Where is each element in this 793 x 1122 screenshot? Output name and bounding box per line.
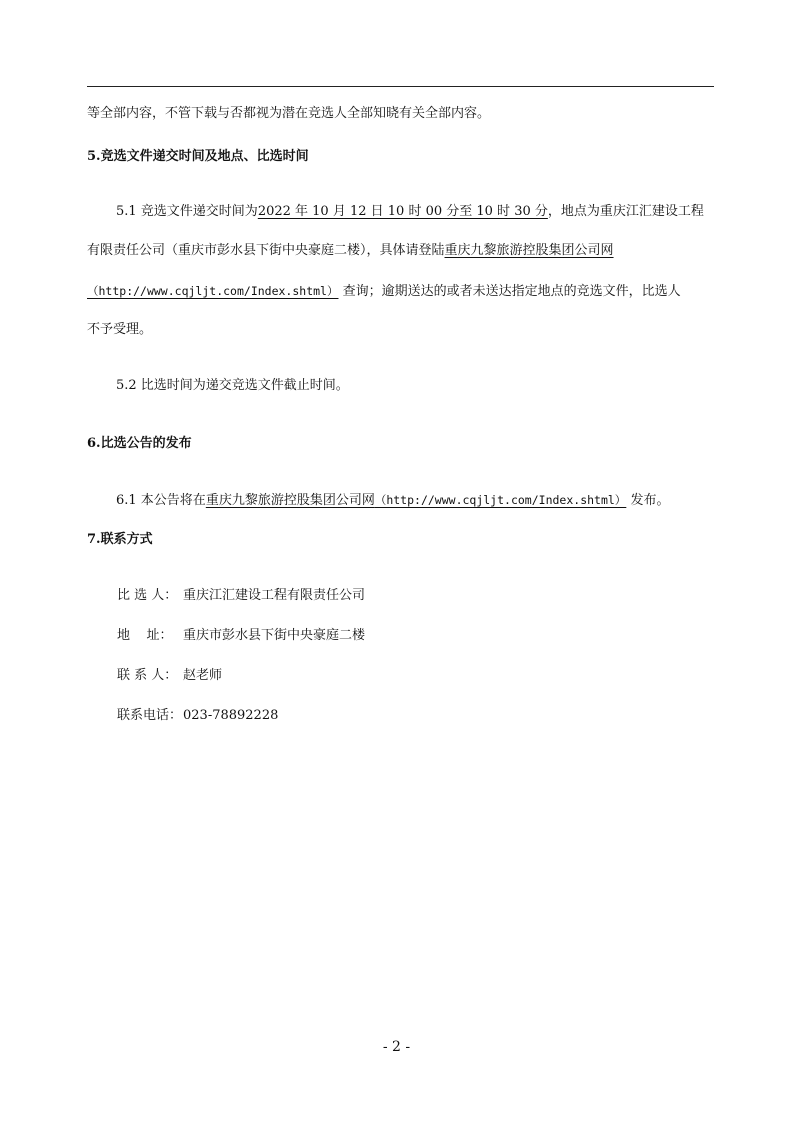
section-5-1-line-1 xyxy=(116,204,704,220)
section-5-1-line-4: 不予受理。 xyxy=(87,322,153,337)
s5-1-prefix: 5.1 竞选文件递交时间为 xyxy=(116,204,258,219)
contact-label: 联 系 人： xyxy=(117,668,178,683)
s6-site-link-name[interactable]: 重庆九黎旅游控股集团公司网 xyxy=(205,493,375,508)
section-5-1-line-3 xyxy=(87,283,681,300)
s6-1-suffix: 发布。 xyxy=(630,493,670,508)
contact-label: 联系电话： xyxy=(117,708,183,723)
section-5-heading: 5.竞选文件递交时间及地点、比选时间 xyxy=(87,149,309,164)
page-number: - 2 - xyxy=(382,1039,411,1055)
contact-label: 地 址： xyxy=(117,628,173,643)
section-5-1-line-2 xyxy=(87,243,614,259)
s5-1-mid: ，地点为重庆江汇建设工程 xyxy=(547,204,704,219)
s6-site-link-url[interactable]: （http://www.cqjljt.com/Index.shtml） xyxy=(374,493,627,507)
intro-line: 等全部内容，不管下载与否都视为潜在竞选人全部知晓有关全部内容。 xyxy=(87,106,491,121)
contact-label: 比 选 人： xyxy=(117,588,178,603)
contact-row-address xyxy=(117,628,365,644)
s6-site-link[interactable] xyxy=(206,493,627,508)
section-6-heading: 6.比选公告的发布 xyxy=(87,436,192,451)
submission-time: 2022 年 10 月 12 日 10 时 00 分至 10 时 30 分 xyxy=(257,204,548,219)
site-link-url[interactable]: （http://www.cqjljt.com/Index.shtml） xyxy=(87,284,339,298)
section-6-1 xyxy=(116,492,669,509)
contact-row-bidder xyxy=(117,588,365,604)
s6-1-prefix: 6.1 本公告将在 xyxy=(116,493,206,508)
site-link-name[interactable]: 重庆九黎旅游控股集团公司网 xyxy=(444,243,614,258)
contact-value: 重庆市彭水县下街中央豪庭二楼 xyxy=(183,628,366,643)
contact-value: 023-78892228 xyxy=(183,708,279,723)
header-rule xyxy=(87,86,714,87)
section-5-2: 5.2 比选时间为递交竞选文件截止时间。 xyxy=(116,378,349,393)
contact-value: 重庆江汇建设工程有限责任公司 xyxy=(183,588,366,603)
s5-1-line3-rest: 查询；逾期送达的或者未送达指定地点的竞选文件，比选人 xyxy=(342,284,681,299)
s5-1-line2-text: 有限责任公司（重庆市彭水县下街中央豪庭二楼），具体请登陆 xyxy=(87,243,445,258)
section-7-heading: 7.联系方式 xyxy=(87,532,153,547)
contact-value: 赵老师 xyxy=(183,668,223,683)
contact-row-phone xyxy=(117,708,278,724)
contact-row-person xyxy=(117,668,222,684)
